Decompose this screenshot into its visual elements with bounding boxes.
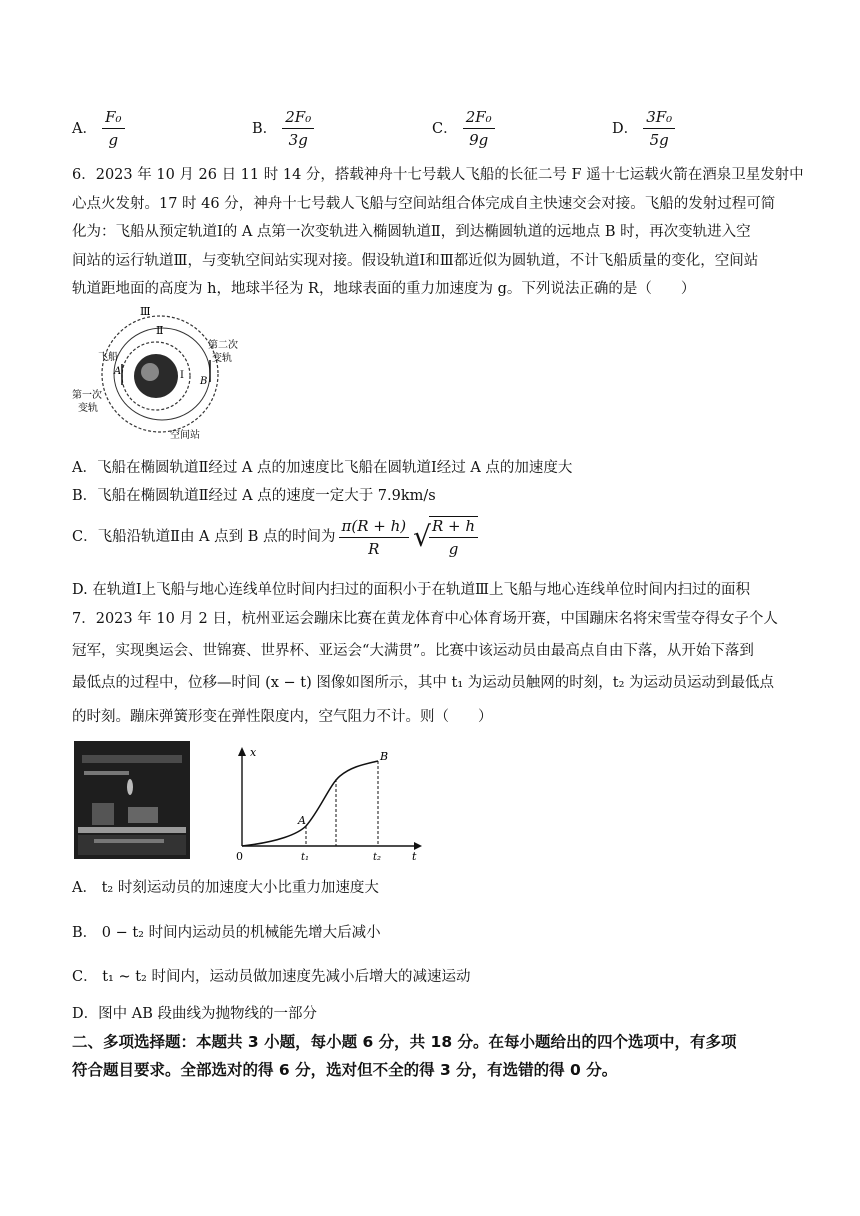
label-orbit-2: Ⅱ [156,324,164,337]
q6-option-a: A．飞船在椭圆轨道Ⅱ经过 A 点的加速度比飞船在圆轨道Ⅰ经过 A 点的加速度大 [72,460,573,476]
sqrt-sign: √ [413,520,431,553]
option-c-root [429,516,478,558]
graph-t-label: t [412,850,417,863]
q6-option-c [72,516,478,558]
fraction [102,108,124,149]
numerator: F₀ [102,108,124,129]
label-first-change-1: 第一次 [72,390,102,401]
label-first-change-2: 变轨 [78,403,98,414]
denominator: R [368,539,380,558]
q7-option-c: C． t₁ ~ t₂ 时间内，运动员做加速度先减小后增大的减速运动 [72,969,471,985]
graph-t2-label: t₂ [373,852,382,863]
section-2-line-2: 符合题目要求。全部选对的得 6 分，选对但不全的得 3 分，有选错的得 0 分。 [72,1061,618,1079]
fraction [282,108,314,149]
xt-graph [228,744,428,864]
photo-content [74,741,190,859]
orbit-diagram [70,300,250,445]
numerator: 2F₀ [282,108,314,129]
q7-option-d: D．图中 AB 段曲线为抛物线的一部分 [72,1006,317,1022]
q5-option-d [612,108,675,149]
numerator: R + h [429,517,478,538]
graph-origin-label: 0 [236,850,243,863]
q7-line-4: 的时刻。蹦床弹簧形变在弹性限度内，空气阻力不计。则（ ） [72,709,493,725]
graph-point-a: A [298,814,306,827]
fraction [463,108,495,149]
denominator: 3g [288,131,308,149]
q6-line-5: 轨道距地面的高度为 h，地球半径为 R，地球表面的重力加速度为 g。下列说法正确的是（ ） [72,281,696,297]
earth-highlight [141,363,159,381]
fraction [643,108,675,149]
numerator: π(R + h) [339,517,410,538]
graph-point-b: B [380,750,389,763]
option-label: A． [72,121,97,137]
q5-option-c [432,108,495,149]
numerator: 2F₀ [463,108,495,129]
q6-line-2: 心点火发射。17 时 46 分，神舟十七号载人飞船与空间站组合体完成自主快速交会对接。飞船的发射过程可简 [72,196,776,212]
option-label: B． [252,121,278,137]
label-point-a: A [114,366,122,377]
x-axis-arrow [238,747,246,756]
option-label: D． [612,121,639,137]
q6-option-b: B．飞船在椭圆轨道Ⅱ经过 A 点的速度一定大于 7.9km/s [72,488,436,504]
denominator: 9g [469,131,489,149]
denominator: g [448,540,459,558]
option-label: C． [432,121,458,137]
q7-line-1: 7．2023 年 10 月 2 日，杭州亚运会蹦床比赛在黄龙体育中心体育场开赛，中国蹦床名将宋雪莹夺得女子个人 [72,611,778,627]
label-station: 空间站 [170,430,200,441]
label-point-b: B [200,376,208,387]
q7-line-2: 冠军，实现奥运会、世锦赛、世界杯、亚运会“大满贯”。比赛中该运动员由最高点自由下落，从开始下落到 [72,643,754,659]
t-axis-arrow [414,842,422,850]
option-c-fraction [339,517,410,558]
q6-line-4: 间站的运行轨道Ⅲ，与变轨空间站实现对接。假设轨道Ⅰ和Ⅲ都近似为圆轨道，不计飞船质量的变化，空间站 [72,253,759,269]
numerator: 3F₀ [643,108,675,129]
denominator: 5g [649,131,669,149]
section-2-line-1: 二、多项选择题：本题共 3 小题，每小题 6 分，共 18 分。在每小题给出的四个选项中，有多项 [72,1033,737,1051]
q7-option-a: A． t₂ 时刻运动员的加速度大小比重力加速度大 [72,880,379,896]
graph-t1-label: t₁ [301,852,310,863]
q7-option-b: B． 0 − t₂ 时间内运动员的机械能先增大后减小 [72,925,381,941]
label-second-change-2: 变轨 [212,353,232,364]
label-second-change-1: 第二次 [208,340,238,351]
label-ship: 飞船 [98,352,118,363]
graph-x-label: x [250,746,257,759]
q6-line-1: 6．2023 年 10 月 26 日 11 时 14 分，搭载神舟十七号载人飞船的长征二号 F 遥十七运载火箭在酒泉卫星发射中 [72,167,804,183]
trampoline-photo [74,741,190,859]
q7-line-3: 最低点的过程中，位移—时间 (x − t) 图像如图所示，其中 t₁ 为运动员触网的时刻，t₂ 为运动员运动到最低点 [72,675,775,691]
label-orbit-3: Ⅲ [140,305,151,318]
option-c-text: C．飞船沿轨道Ⅱ由 A 点到 B 点的时间为 [72,529,336,545]
q6-line-3: 化为：飞船从预定轨道Ⅰ的 A 点第一次变轨进入椭圆轨道Ⅱ，到达椭圆轨道的远地点 B 时，再次变轨进入空 [72,224,751,240]
xt-curve [242,761,378,846]
denominator: g [108,131,119,149]
label-orbit-1: Ⅰ [180,370,184,381]
q6-option-d: D. 在轨道Ⅰ上飞船与地心连线单位时间内扫过的面积小于在轨道Ⅲ上飞船与地心连线单位时间内扫过的面积 [72,582,751,598]
q5-option-a [72,108,125,149]
q5-option-b [252,108,314,149]
